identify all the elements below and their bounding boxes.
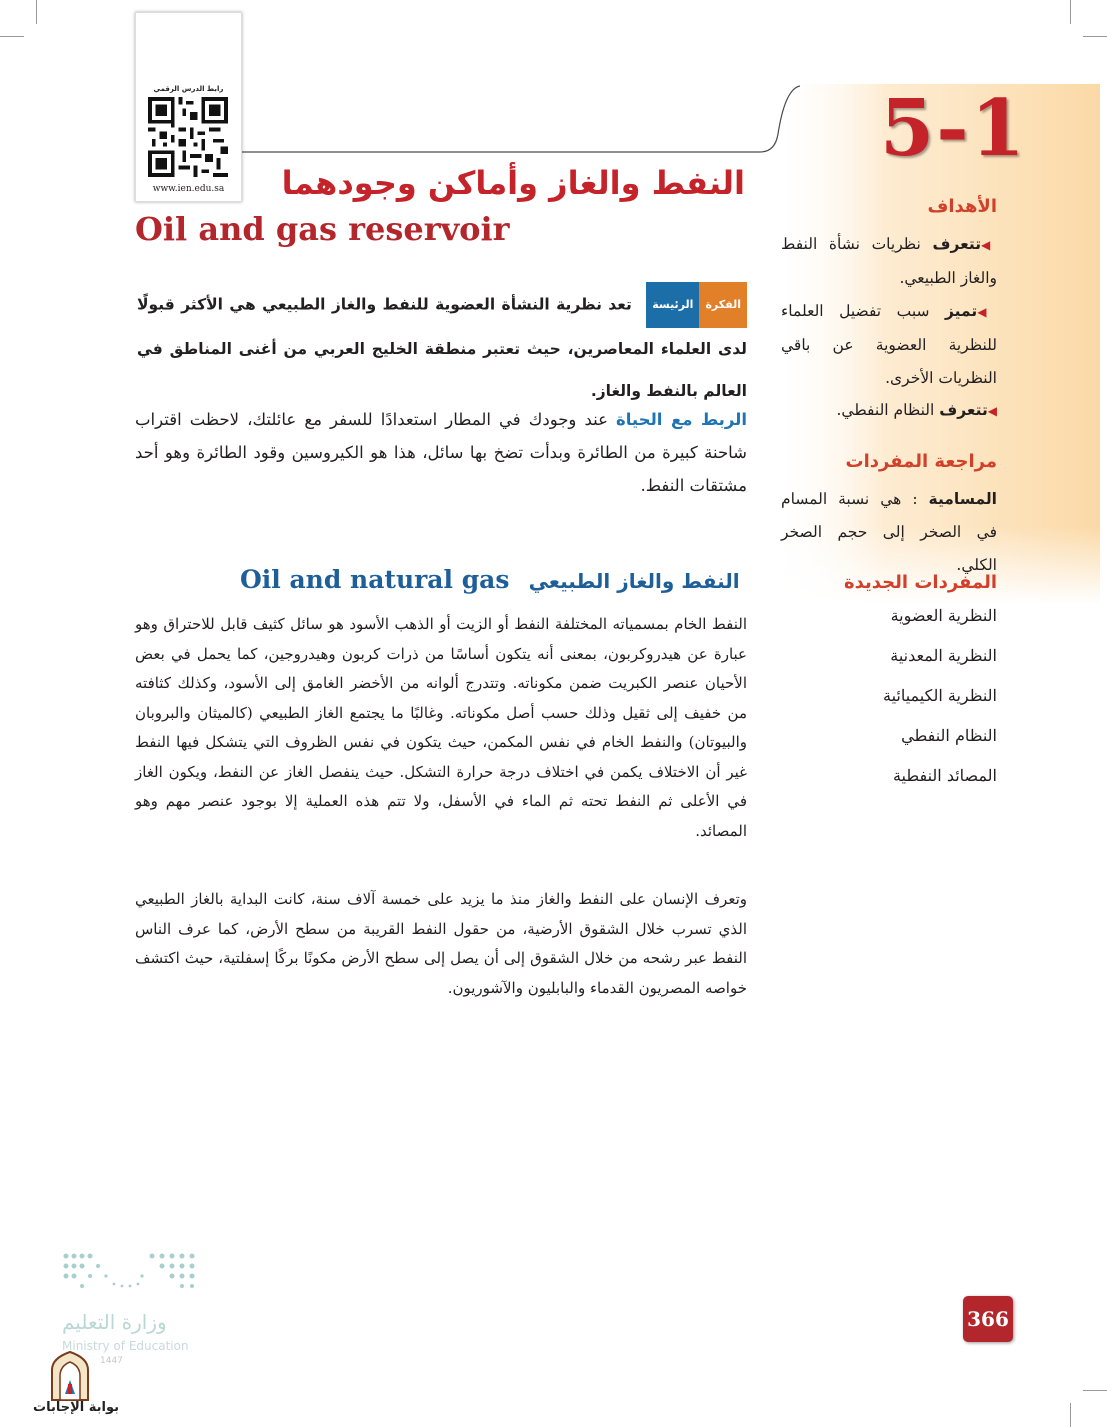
objective-item xyxy=(781,295,997,395)
review-definition: : هي نسبة المسام في الصخر إلى حجم الصخر الكلي. xyxy=(781,490,997,574)
body-paragraph: النفط الخام بمسمياته المختلفة النفط أو الزيت أو الذهب الأسود هو سائل كثيف قابل للاحتراق وهو عبارة عن هيدروكربون، بمعنى أنه يتكون أساسًا من ذرات كربون وهيدروجين، كما يحمل في بعض الأحيان عنصر الكبريت ضمن مكوناته. وتتدرج ألوانه من الأخضر الغامق إلى الأسود، وكذلك كثافته من خفيف إلى ثقيل وذلك حسب أصل مكوناته. وغالبًا ما يجتمع الغاز الطبيعي (كالميثان والبروبان والبيوتان) والنفط الخام في نفس المكمن، حيث يتكون في نفس الظروف التي يتشكل فيها النفط غير أن الاختلاف يكمن في اختلاف درجة حرارة التشكل. حيث ينفصل الغاز عن النفط، ويكون الغاز في الأعلى ثم النفط تحته ثم الماء في الأسفل، ولا تتم هذه العملية إلا بوجود عنصر مهم وهو المصائد. xyxy=(135,615,747,840)
lesson-title-en: Oil and gas reservoir xyxy=(135,210,510,248)
bullet-icon: ◀ xyxy=(981,238,997,252)
ministry-logo-icon xyxy=(62,1250,197,1300)
crop-mark xyxy=(1083,1390,1107,1391)
new-vocab-item: النظرية المعدنية xyxy=(890,646,997,665)
objective-item xyxy=(781,228,997,295)
crop-mark xyxy=(1083,36,1107,37)
page-number: 366 xyxy=(963,1296,1013,1342)
qr-url[interactable]: www.ien.edu.sa xyxy=(152,184,225,194)
gate-logo-icon xyxy=(48,1350,92,1402)
section-title-ar: النفط والغاز الطبيعي xyxy=(528,569,740,593)
main-idea xyxy=(137,282,747,412)
lesson-number: 5-1 xyxy=(880,83,1027,174)
qr-card[interactable] xyxy=(135,12,242,202)
review-term: المسامية xyxy=(928,490,997,508)
objective-text: سبب تفضيل العلماء للنظرية العضوية عن باقي النظريات الأخرى. xyxy=(781,302,997,387)
objective-item xyxy=(781,394,997,428)
ministry-name-ar: وزارة التعليم xyxy=(62,1310,167,1334)
bullet-icon: ◀ xyxy=(977,305,997,319)
crop-mark xyxy=(36,0,37,24)
qr-code-icon[interactable] xyxy=(148,97,228,177)
ministry-name-en: Ministry of Education xyxy=(62,1339,189,1353)
section-heading xyxy=(240,565,740,594)
new-vocab-item: النظرية الكيميائية xyxy=(882,686,997,705)
main-idea-badge xyxy=(646,282,747,328)
badge-idea: الفكرة xyxy=(699,282,747,328)
header-curve xyxy=(240,84,800,164)
main-idea-text: تعد نظرية النشأة العضوية للنفط والغاز الطبيعي هي الأكثر قبولًا لدى العلماء المعاصرين، حيث تعتبر منطقة الخليج العربي من أغنى المناطق في العالم بالنفط والغاز. xyxy=(137,295,747,400)
real-world-connection xyxy=(135,403,747,502)
lesson-title-ar: النفط والغاز وأماكن وجودهما xyxy=(281,164,745,202)
ministry-year: 1447 xyxy=(100,1356,123,1366)
objective-text: النظام النفطي. xyxy=(836,401,935,419)
objectives-title: الأهداف xyxy=(927,196,997,217)
vocab-review-item xyxy=(781,483,997,582)
new-vocab-item: المصائد النفطية xyxy=(892,766,997,785)
crop-mark xyxy=(1070,0,1071,24)
new-vocab-item: النظرية العضوية xyxy=(890,606,997,625)
crop-mark xyxy=(1070,1403,1071,1427)
qr-caption: رابط الدرس الرقمي xyxy=(153,85,224,93)
crop-mark xyxy=(0,36,24,37)
new-vocab-title: المفردات الجديدة xyxy=(844,572,997,593)
bullet-icon: ◀ xyxy=(987,404,997,418)
objective-verb: تتعرف xyxy=(932,235,982,253)
real-world-label: الربط مع الحياة xyxy=(616,410,747,429)
vocab-review-title: مراجعة المفردات xyxy=(845,451,997,472)
section-title-en: Oil and natural gas xyxy=(240,565,510,594)
objective-verb: تتعرف xyxy=(939,401,988,419)
watermark-text: بوابة الإجابات xyxy=(33,1400,119,1415)
objective-verb: تميز xyxy=(945,302,978,320)
body-paragraph: وتعرف الإنسان على النفط والغاز منذ ما يزيد على خمسة آلاف سنة، كانت البداية بالغاز الطبيعي الذي تسرب خلال الشقوق الأرضية، من حقول النفط القريبة من سطح الأرض، كما عرف الناس النفط عبر رشحه من خلال الشقوق إلى أن يصل إلى سطح الأرض مكونًا بركًا إسفلتية، حيث اكتشف خواصه المصريون القدماء والبابليون والآشوريون. xyxy=(135,890,747,997)
badge-main: الرئيسة xyxy=(646,282,699,328)
objective-text: نظريات نشأة النفط والغاز الطبيعي. xyxy=(781,235,997,287)
real-world-text: عند وجودك في المطار استعدادًا للسفر مع عائلتك، لاحظت اقتراب شاحنة كبيرة من الطائرة وبدأت تضخ بها سائل، هذا هو الكيروسين وقود الطائرة وهو أحد مشتقات النفط. xyxy=(135,410,747,495)
new-vocab-item: النظام النفطي xyxy=(901,726,997,745)
